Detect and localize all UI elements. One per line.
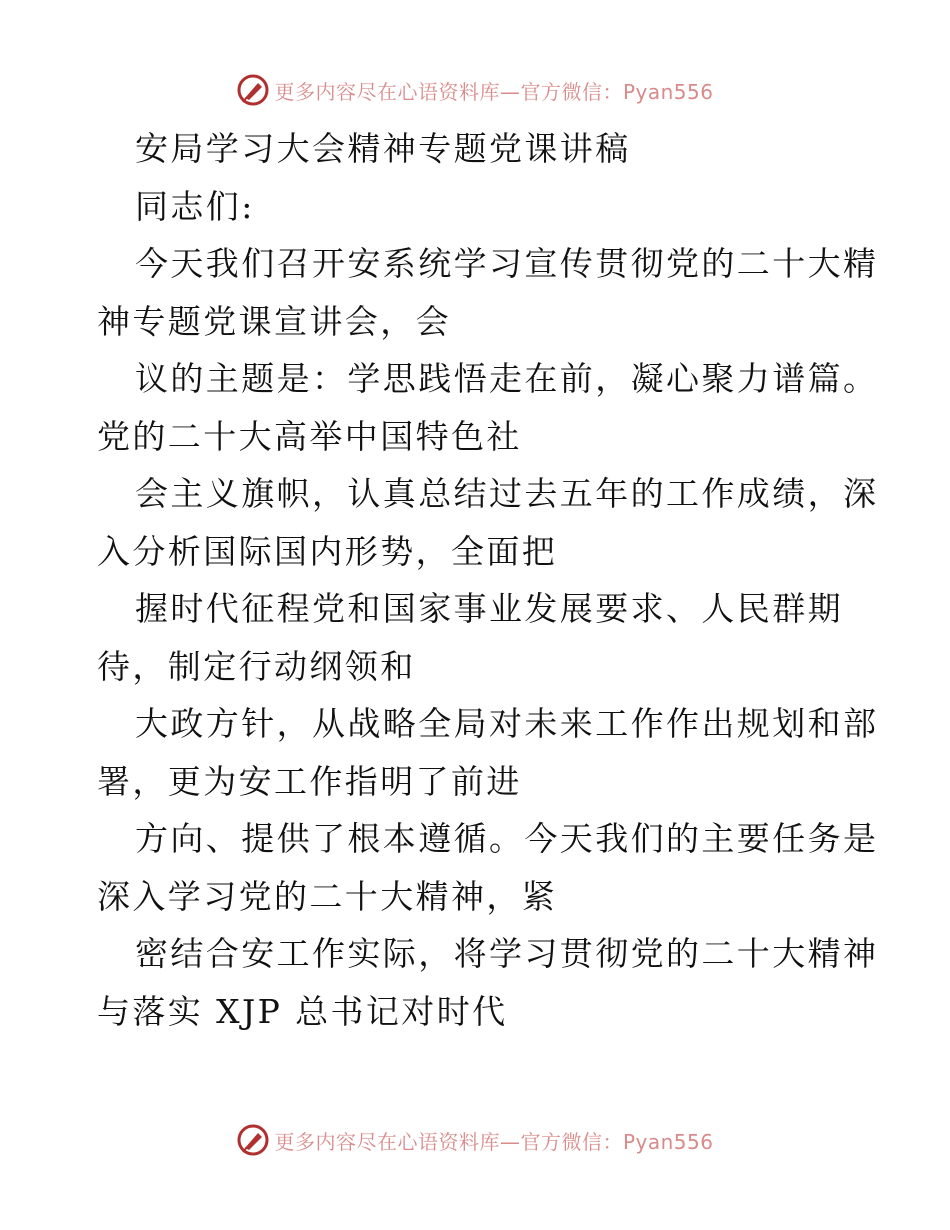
paragraph-line: 署，更为安工作指明了前进 [97, 761, 522, 801]
paragraph-line: 与落实 XJP 总书记对时代 [97, 991, 508, 1031]
paragraph-line: 神专题党课宣讲会，会 [97, 301, 451, 341]
paragraph-line: 大政方针，从战略全局对未来工作作出规划和部 [135, 704, 879, 743]
paragraph-line: 今天我们召开安系统学习宣传贯彻党的二十大精 [135, 244, 879, 283]
paragraph-line: 方向、提供了根本遵循。今天我们的主要任务是 [135, 819, 879, 858]
pen-logo-icon [236, 1123, 270, 1157]
paragraph-line: 会主义旗帜，认真总结过去五年的工作成绩，深 [135, 474, 879, 513]
header-banner-text: 更多内容尽在心语资料库—官方微信：Pyan556 [274, 79, 714, 104]
footer-banner [0, 1120, 950, 1160]
paragraph-line: 深入学习党的二十大精神，紧 [97, 876, 558, 916]
footer-banner-text: 更多内容尽在心语资料库—官方微信：Pyan556 [274, 1129, 714, 1154]
salutation: 同志们: [135, 186, 255, 226]
document-body [97, 120, 879, 1040]
document-title: 安局学习大会精神专题党课讲稿 [135, 129, 631, 168]
pen-logo-icon [236, 73, 270, 107]
paragraph-line: 党的二十大高举中国特色社 [97, 416, 522, 456]
paragraph-line: 入分析国际国内形势，全面把 [97, 531, 558, 571]
paragraph-line: 密结合安工作实际，将学习贯彻党的二十大精神 [135, 934, 879, 973]
paragraph-line: 议的主题是：学思践悟走在前，凝心聚力谱篇。 [135, 359, 879, 398]
paragraph-line: 握时代征程党和国家事业发展要求、人民群期 [135, 589, 843, 628]
header-banner [0, 70, 950, 110]
paragraph-line: 待，制定行动纲领和 [97, 646, 416, 686]
